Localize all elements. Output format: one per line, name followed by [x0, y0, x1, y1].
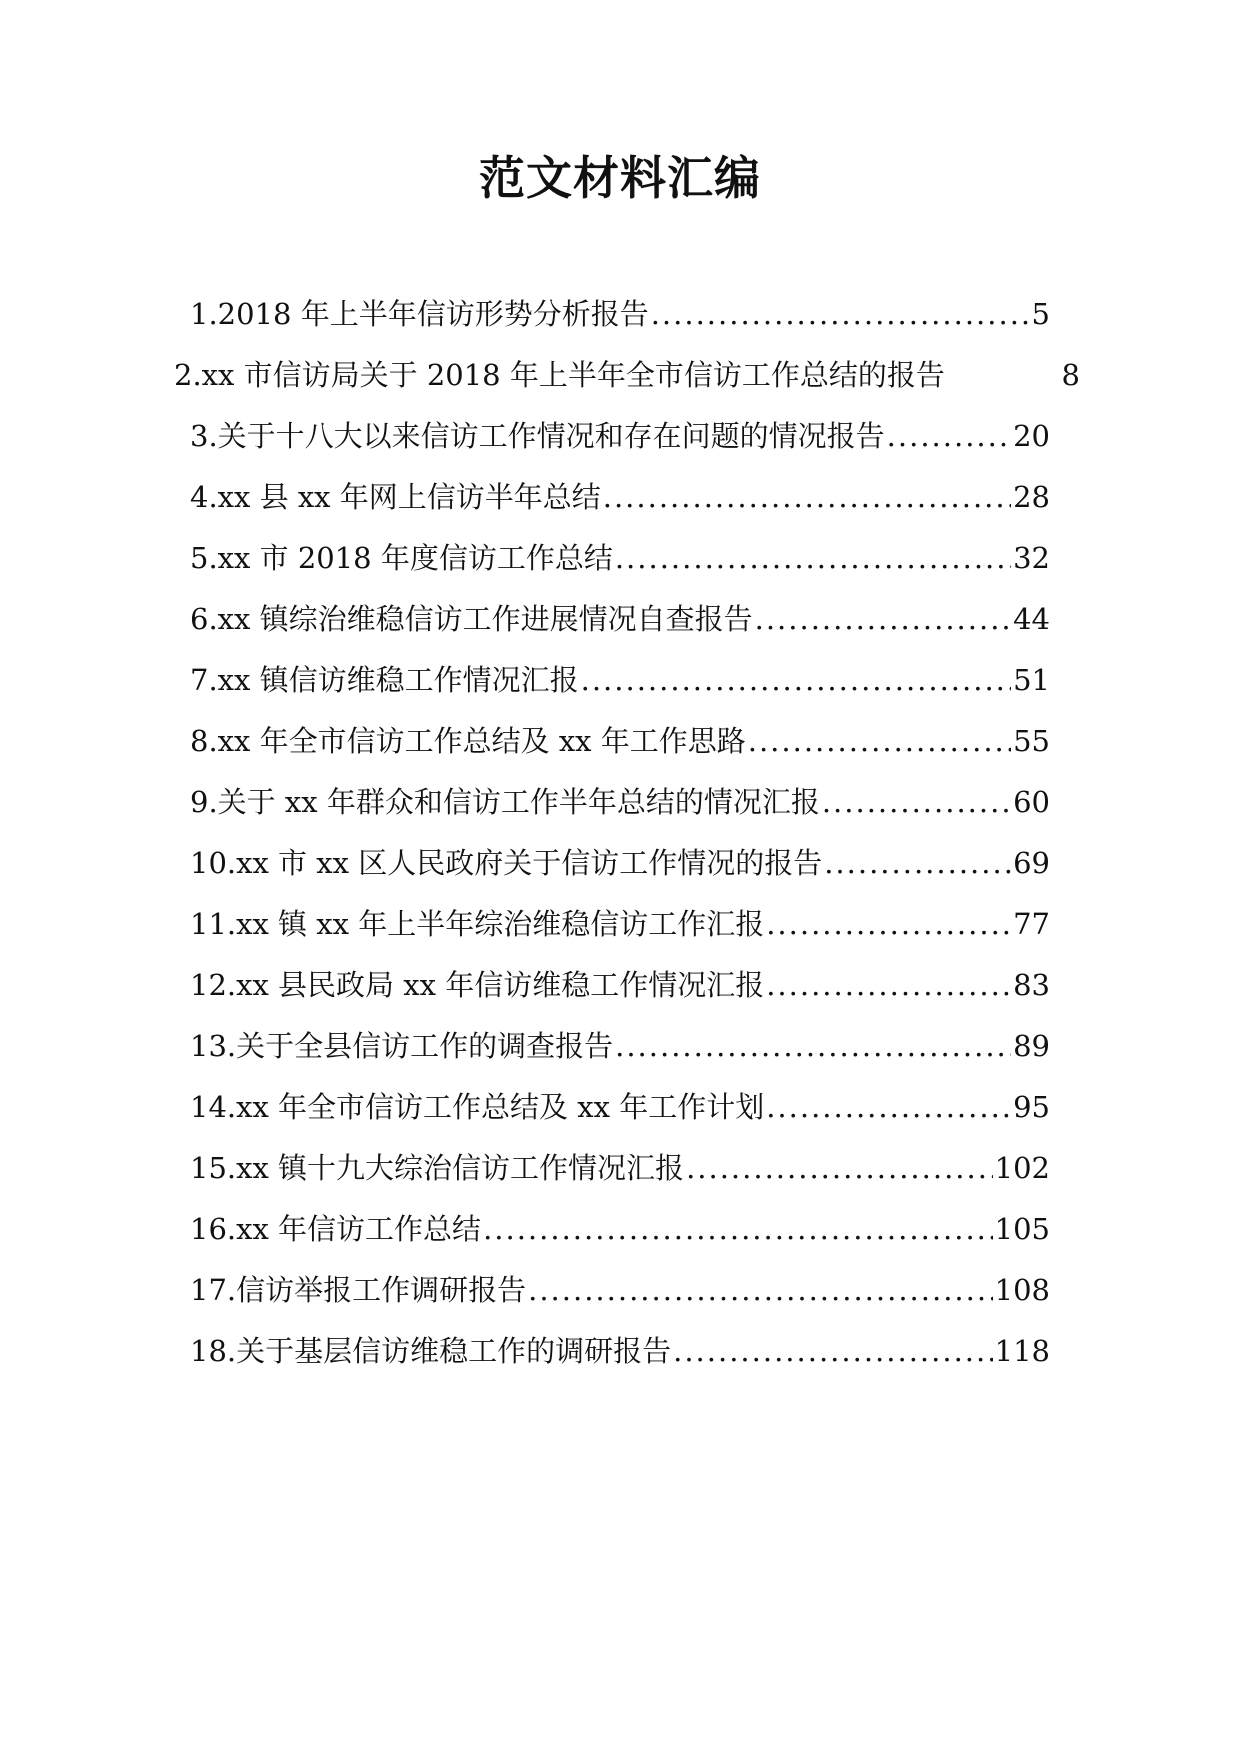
toc-entry[interactable]	[190, 1138, 1050, 1199]
toc-entry-page: 95	[1013, 1090, 1050, 1124]
toc-dot-leader	[483, 1199, 993, 1260]
toc-dot-leader	[822, 772, 1011, 833]
toc-dot-leader	[651, 284, 1030, 345]
toc-entry-title: 14.xx 年全市信访工作总结及 xx 年工作计划	[190, 1090, 765, 1124]
toc-entry[interactable]	[190, 284, 1050, 345]
toc-dot-leader	[748, 711, 1011, 772]
toc-entry-page: 108	[994, 1273, 1050, 1307]
toc-entry-title: 17.信访举报工作调研报告	[190, 1273, 527, 1307]
toc-entry-title: 6.xx 镇综治维稳信访工作进展情况自查报告	[190, 602, 753, 636]
toc-dot-leader	[581, 650, 1011, 711]
toc-entry[interactable]	[174, 345, 1080, 406]
toc-entry-title: 1.2018 年上半年信访形势分析报告	[190, 297, 649, 331]
toc-dot-leader	[615, 528, 1011, 589]
toc-dot-leader	[686, 1138, 993, 1199]
toc-entry-page: 118	[994, 1334, 1050, 1368]
toc-entry-page: 105	[994, 1212, 1050, 1246]
toc-entry-title: 3.关于十八大以来信访工作情况和存在问题的情况报告	[190, 419, 885, 453]
toc-entry-page: 102	[994, 1151, 1050, 1185]
toc-entry-page: 77	[1013, 907, 1050, 941]
toc-entry-page: 32	[1013, 541, 1050, 575]
toc-entry[interactable]	[190, 1199, 1050, 1260]
toc-entry[interactable]	[190, 1016, 1050, 1077]
toc-entry[interactable]	[190, 772, 1050, 833]
toc-dot-leader	[673, 1321, 993, 1382]
toc-entry[interactable]	[190, 589, 1050, 650]
toc-dot-leader	[887, 406, 1011, 467]
toc-dot-leader	[603, 467, 1011, 528]
toc-entry[interactable]	[190, 833, 1050, 894]
toc-entry[interactable]	[190, 1077, 1050, 1138]
toc-entry-page: 5	[1031, 297, 1050, 331]
toc-entry-title: 5.xx 市 2018 年度信访工作总结	[190, 541, 613, 575]
toc-entry[interactable]	[190, 711, 1050, 772]
document-title: 范文材料汇编	[479, 151, 761, 205]
toc-entry-page: 83	[1013, 968, 1050, 1002]
toc-dot-leader	[766, 955, 1011, 1016]
toc-entry-title: 15.xx 镇十九大综治信访工作情况汇报	[190, 1151, 685, 1185]
table-of-contents	[0, 284, 1240, 1382]
toc-entry-page: 8	[1061, 358, 1080, 392]
toc-dot-leader	[615, 1016, 1011, 1077]
toc-entry-page: 51	[1013, 663, 1050, 697]
toc-entry-title: 11.xx 镇 xx 年上半年综治维稳信访工作汇报	[190, 907, 765, 941]
toc-dot-leader	[755, 589, 1011, 650]
toc-entry[interactable]	[190, 955, 1050, 1016]
toc-entry[interactable]	[190, 528, 1050, 589]
toc-entry[interactable]	[190, 406, 1050, 467]
toc-entry[interactable]	[190, 1321, 1050, 1382]
toc-entry-page: 69	[1013, 846, 1050, 880]
toc-entry-title: 9.关于 xx 年群众和信访工作半年总结的情况汇报	[190, 785, 820, 819]
toc-entry-page: 89	[1013, 1029, 1050, 1063]
toc-entry-page: 28	[1013, 480, 1050, 514]
toc-entry-title: 8.xx 年全市信访工作总结及 xx 年工作思路	[190, 724, 746, 758]
toc-dot-leader	[766, 894, 1011, 955]
toc-entry[interactable]	[190, 650, 1050, 711]
toc-dot-leader	[766, 1077, 1011, 1138]
toc-dot-leader	[824, 833, 1011, 894]
toc-entry-page: 44	[1013, 602, 1050, 636]
toc-entry-title: 16.xx 年信访工作总结	[190, 1212, 482, 1246]
toc-entry-title: 12.xx 县民政局 xx 年信访维稳工作情况汇报	[190, 968, 765, 1002]
toc-entry-page: 60	[1013, 785, 1050, 819]
toc-entry[interactable]	[190, 894, 1050, 955]
toc-entry-title: 2.xx 市信访局关于 2018 年上半年全市信访工作总结的报告	[174, 358, 945, 392]
toc-dot-leader	[528, 1260, 993, 1321]
toc-entry[interactable]	[190, 467, 1050, 528]
toc-entry-page: 55	[1013, 724, 1050, 758]
toc-entry-title: 4.xx 县 xx 年网上信访半年总结	[190, 480, 601, 514]
toc-entry-title: 10.xx 市 xx 区人民政府关于信访工作情况的报告	[190, 846, 823, 880]
toc-entry-title: 13.关于全县信访工作的调查报告	[190, 1029, 614, 1063]
toc-entry[interactable]	[190, 1260, 1050, 1321]
toc-entry-page: 20	[1013, 419, 1050, 453]
toc-entry-title: 7.xx 镇信访维稳工作情况汇报	[190, 663, 579, 697]
toc-entry-title: 18.关于基层信访维稳工作的调研报告	[190, 1334, 672, 1368]
